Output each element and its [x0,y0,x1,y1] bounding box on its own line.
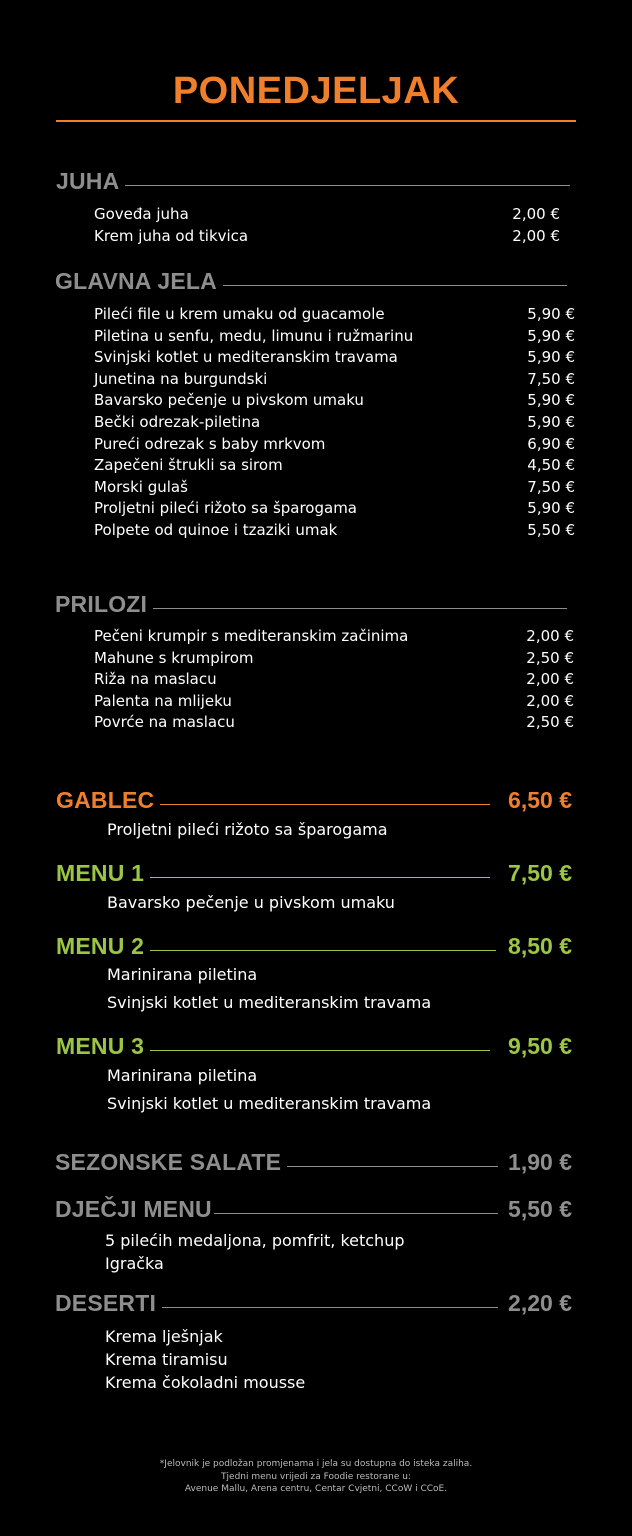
section-menu3-price: 9,50 € [508,1032,572,1059]
menu-item [94,455,575,477]
section-menu2-price: 8,50 € [508,932,572,959]
section-menu2-title: MENU 2 [56,932,145,959]
menu-item: 5 pilećih medaljona, pomfrit, ketchup [105,1231,405,1250]
item-price: 5,50 € [527,520,575,539]
item-price: 2,00 € [526,691,574,710]
item-price: 2,00 € [526,670,574,689]
menu-item: Svinjski kotlet u mediteranskim travama [107,993,432,1012]
section-deserti-title: DESERTI [55,1289,157,1316]
glavna-list [94,304,575,542]
section-djecji-title: DJEČJI MENU [55,1195,212,1222]
section-menu1-title: MENU 1 [56,859,145,886]
section-djecji-price: 5,50 € [508,1195,572,1222]
menu-item [94,326,575,348]
item-name: Krem juha od tikvica [94,226,249,245]
section-prilozi-title: PRILOZI [55,590,148,617]
section-glavna-title: GLAVNA JELA [55,267,217,294]
footnote-line: Tjedni menu vrijedi za Foodie restorane u: [221,1471,411,1482]
footnote [0,1458,632,1496]
item-name: Pureći odrezak s baby mrkvom [94,434,326,453]
menu-item [94,691,574,713]
page-title: PONEDJELJAK [172,70,460,112]
item-price: 4,50 € [527,456,575,475]
menu-item: Krema tiramisu [105,1350,228,1369]
section-divider [160,804,490,805]
item-price: 2,50 € [526,648,574,667]
menu-item [94,712,574,734]
menu-item: Bavarsko pečenje u pivskom umaku [107,893,395,912]
section-gablec-price: 6,50 € [508,786,572,813]
menu-item: Proljetni pileći rižoto sa šparogama [107,820,388,839]
section-menu1-price: 7,50 € [508,859,572,886]
item-price: 6,90 € [527,434,575,453]
menu-item [94,204,560,226]
section-divider [125,185,570,186]
section-salate-title: SEZONSKE SALATE [55,1148,282,1175]
menu-item [94,520,575,542]
menu-item: Marinirana piletina [107,965,258,984]
item-name: Zapečeni štrukli sa sirom [94,456,283,475]
section-divider [214,1213,498,1214]
section-divider [150,877,490,878]
section-deserti-price: 2,20 € [508,1289,572,1316]
section-divider [162,1307,498,1308]
section-juha-title: JUHA [56,167,120,194]
item-name: Pileći file u krem umaku od guacamole [94,305,385,323]
item-name: Bavarsko pečenje u pivskom umaku [94,391,364,410]
section-gablec-title: GABLEC [56,786,155,813]
footnote-line: Avenue Mallu, Arena centru, Centar Cvjetni, CCoW i CCoE. [184,1484,448,1494]
section-divider [223,285,567,286]
menu-item: Krema čokoladni mousse [105,1373,306,1392]
item-price: 2,00 € [512,205,560,223]
menu-item: Igračka [105,1254,164,1273]
menu-item [94,390,575,412]
juha-list [94,204,560,247]
section-divider [150,1050,490,1051]
item-name: Palenta na mlijeku [94,691,232,710]
footnote-line: *Jelovnik je podložan promjenama i jela su dostupna do isteka zaliha. [159,1459,473,1469]
section-juha-header [56,166,576,196]
section-divider [287,1166,498,1167]
item-price: 5,90 € [527,412,575,431]
item-name: Pečeni krumpir s mediteranskim začinima [94,627,409,645]
item-price: 5,90 € [527,391,575,410]
item-name: Morski gulaš [94,477,188,496]
section-menu2-header [56,931,572,961]
item-price: 5,90 € [527,348,575,367]
prilozi-list [94,626,574,734]
section-menu1-header [56,858,572,888]
menu-item [94,304,575,326]
section-prilozi-header [55,589,573,619]
title-divider [56,120,576,122]
menu-item [94,226,560,248]
item-price: 5,90 € [527,499,575,518]
item-price: 5,90 € [527,305,575,323]
item-price: 2,00 € [512,226,560,245]
section-salate-price: 1,90 € [508,1148,572,1175]
item-price: 2,00 € [526,627,574,645]
item-name: Goveđa juha [94,205,189,223]
menu-item [94,477,575,499]
item-price: 7,50 € [527,369,575,388]
section-gablec-header [56,785,572,815]
menu-item [94,347,575,369]
menu-item: Marinirana piletina [107,1066,258,1085]
item-name: Svinjski kotlet u mediteranskim travama [94,348,398,367]
section-menu3-title: MENU 3 [56,1032,145,1059]
item-price: 7,50 € [527,477,575,496]
menu-item: Krema lješnjak [105,1327,223,1346]
menu-item [94,626,574,648]
menu-item [94,669,574,691]
item-price: 5,90 € [527,326,575,345]
item-name: Junetina na burgundski [94,369,268,388]
menu-item [94,412,575,434]
menu-item [94,369,575,391]
menu-item [94,498,575,520]
item-name: Bečki odrezak-piletina [94,412,261,431]
section-salate-header [55,1147,572,1177]
section-divider [150,950,496,951]
menu-item [94,648,574,670]
item-name: Mahune s krumpirom [94,648,254,667]
menu-item [94,434,575,456]
item-name: Riža na maslacu [94,670,217,689]
section-glavna-header [55,266,573,296]
section-deserti-header [55,1288,572,1318]
section-djecji-header [55,1194,572,1224]
section-menu3-header [56,1031,572,1061]
menu-item: Svinjski kotlet u mediteranskim travama [107,1094,432,1113]
item-name: Povrće na maslacu [94,713,235,732]
item-name: Polpete od quinoe i tzaziki umak [94,520,338,539]
item-name: Proljetni pileći rižoto sa šparogama [94,499,357,518]
section-divider [153,608,567,609]
item-name: Piletina u senfu, medu, limunu i ružmarinu [94,326,414,345]
item-price: 2,50 € [526,713,574,732]
